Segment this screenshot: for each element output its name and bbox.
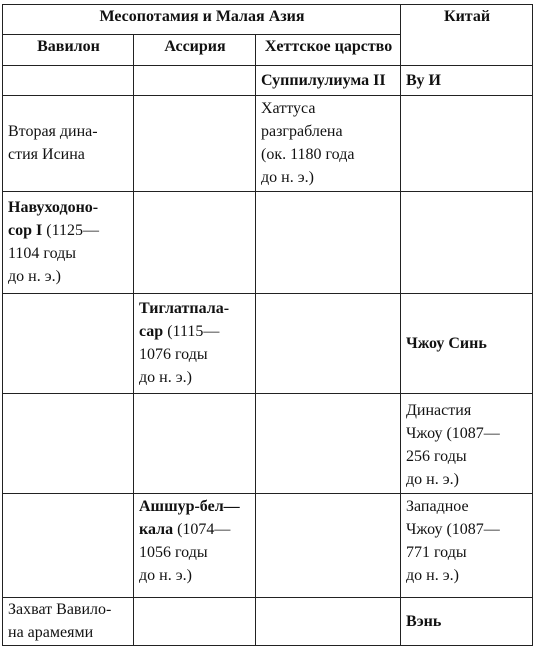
event-text: Захват Вавило- на арамеями xyxy=(8,601,112,641)
cell-hittite xyxy=(256,294,401,394)
cell-assyria xyxy=(134,192,256,294)
cell-assyria xyxy=(134,394,256,494)
cell-assyria xyxy=(134,66,256,96)
header-china: Китай xyxy=(401,5,533,66)
ruler-name: Тиглатпала- сар xyxy=(139,300,230,340)
reign-dates: (1125— 1104 годы до н. э.) xyxy=(8,222,99,285)
cell-hittite xyxy=(256,192,401,294)
cell-assyria xyxy=(134,494,256,598)
ruler-name: Ашшур-бел— кала xyxy=(139,498,240,538)
cell-babylon xyxy=(3,394,134,494)
table-row xyxy=(3,394,533,494)
table-row xyxy=(3,96,533,192)
cell-babylon xyxy=(3,294,134,394)
cell-hittite xyxy=(256,598,401,646)
cell-assyria xyxy=(134,96,256,192)
table-row xyxy=(3,192,533,294)
ruler-name: Суппилулиума II xyxy=(261,72,386,89)
header-babylon: Вавилон xyxy=(3,35,134,66)
header-hittite: Хеттское царство xyxy=(256,35,401,66)
cell-hittite xyxy=(256,494,401,598)
reign-dates: (1074— 1056 годы до н. э.) xyxy=(139,521,231,584)
cell-assyria xyxy=(134,294,256,394)
cell-hittite xyxy=(256,96,401,192)
header-assyria: Ассирия xyxy=(134,35,256,66)
cell-babylon xyxy=(3,96,134,192)
table-row xyxy=(3,494,533,598)
cell-babylon xyxy=(3,66,134,96)
dynasty-text: Династия Чжоу (1087— 256 годы до н. э.) xyxy=(406,402,500,488)
event-text: Вторая дина- стия Исина xyxy=(8,123,98,163)
event-text: Хаттуса разграблена (ок. 1180 года до н. э.) xyxy=(261,100,355,186)
ruler-name: Чжоу Синь xyxy=(406,335,487,352)
table-row xyxy=(3,294,533,394)
cell-assyria xyxy=(134,598,256,646)
cell-babylon xyxy=(3,494,134,598)
cell-hittite xyxy=(256,66,401,96)
cell-china xyxy=(401,394,533,494)
cell-babylon xyxy=(3,598,134,646)
table-row xyxy=(3,598,533,646)
ruler-name: Вэнь xyxy=(406,613,442,630)
cell-china xyxy=(401,598,533,646)
cell-babylon xyxy=(3,192,134,294)
cell-china xyxy=(401,294,533,394)
cell-china xyxy=(401,494,533,598)
ruler-name: Ву И xyxy=(406,72,441,89)
header-mesopotamia-asia-minor: Месопотамия и Малая Азия xyxy=(3,5,401,35)
cell-china xyxy=(401,66,533,96)
cell-china xyxy=(401,192,533,294)
dynasty-text: Западное Чжоу (1087— 771 годы до н. э.) xyxy=(406,498,500,584)
chronology-table xyxy=(2,4,533,646)
ruler-name: Навуходоно- сор I xyxy=(8,199,99,239)
table-row xyxy=(3,66,533,96)
reign-dates: (1115— 1076 годы до н. э.) xyxy=(139,323,220,386)
cell-hittite xyxy=(256,394,401,494)
cell-china xyxy=(401,96,533,192)
